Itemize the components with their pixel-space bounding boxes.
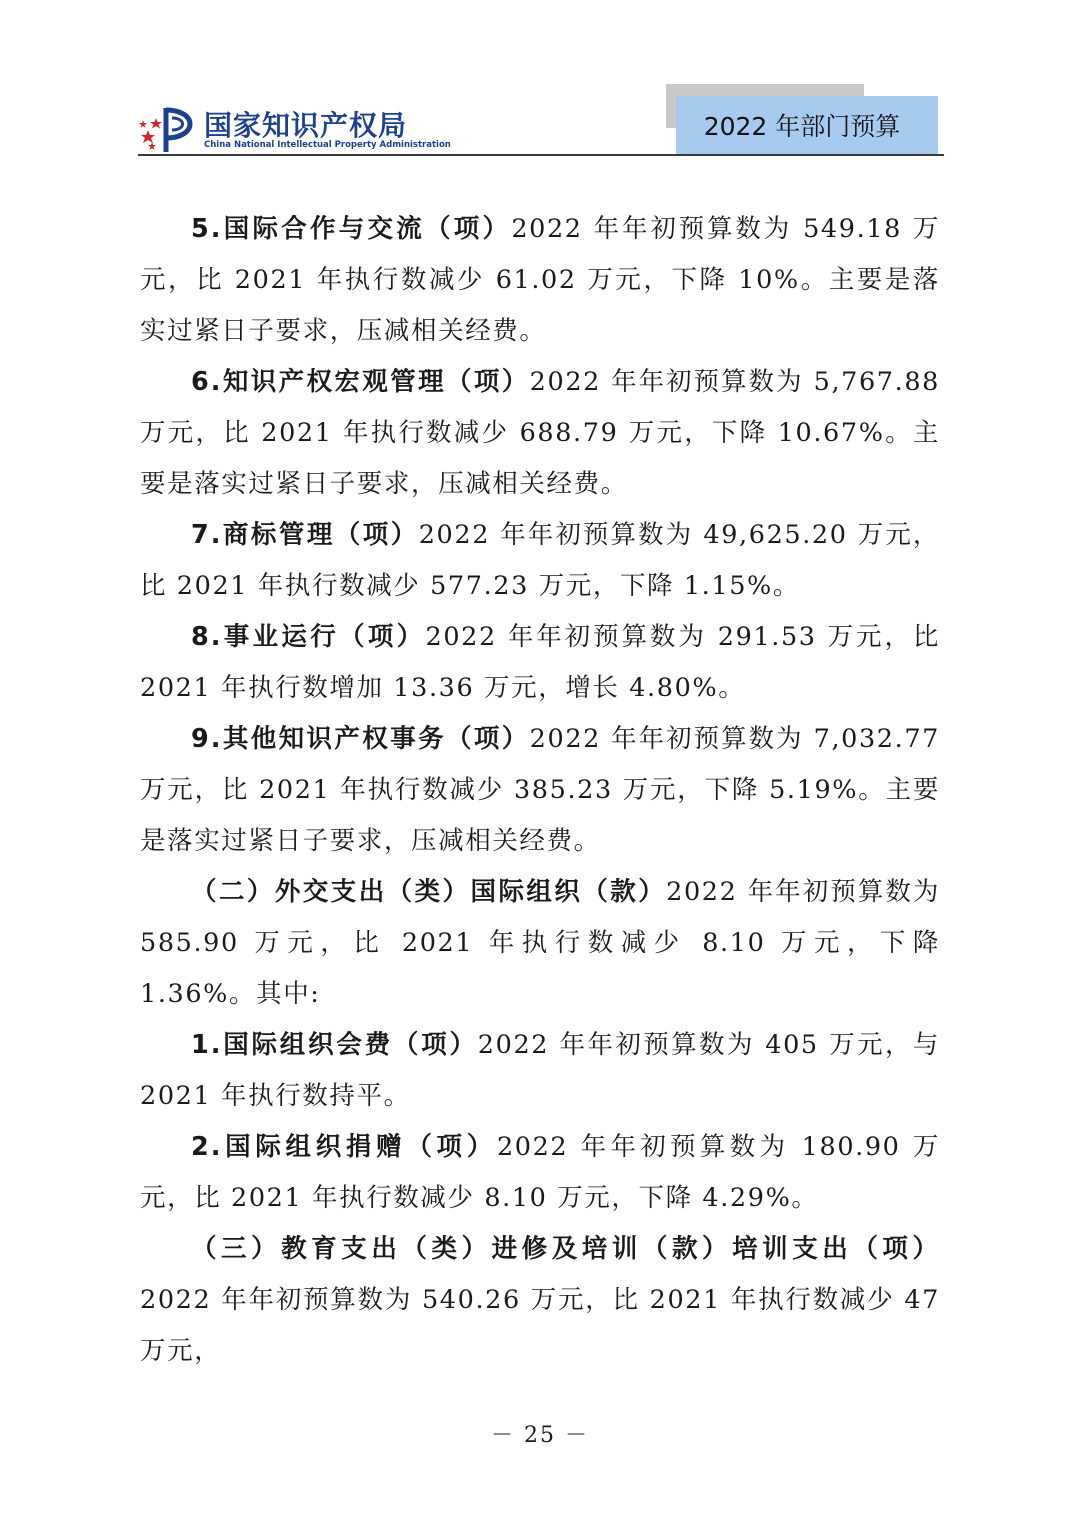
paragraph-text: 2022 年年初预算数为 549.18 万元，比 2021 年执行数减少 61.02 万元，下降 10%。主要是落实过紧日子要求，压减相关经费。 — [140, 214, 940, 346]
org-name-en: China National Intellectual Property Administration — [204, 140, 451, 150]
paragraph-heading: 1.国际组织会费（项） — [191, 1030, 478, 1060]
paragraph-text: 2022 年年初预算数为 49,625.20 万元，比 2021 年执行数减少 577.23 万元，下降 1.15%。 — [140, 520, 940, 601]
paragraph — [140, 1224, 940, 1377]
paragraph — [140, 1020, 940, 1122]
paragraph-text: 2022 年年初预算数为 5,767.88 万元，比 2021 年执行数减少 688.79 万元，下降 10.67%。主要是落实过紧日子要求，压减相关经费。 — [140, 367, 940, 499]
paragraph-heading: 8.事业运行（项） — [191, 622, 426, 652]
paragraph-text: 2022 年年初预算数为 180.90 万元，比 2021 年执行数减少 8.10 万元，下降 4.29%。 — [140, 1132, 940, 1213]
paragraph-heading: 9.其他知识产权事务（项） — [191, 724, 530, 754]
paragraph — [140, 867, 940, 1020]
paragraph-heading: （二）外交支出（类）国际组织（款） — [191, 877, 667, 907]
document-body — [140, 204, 940, 1377]
paragraph — [140, 204, 940, 357]
paragraph — [140, 357, 940, 510]
paragraph-text: 2022 年年初预算数为 540.26 万元，比 2021 年执行数减少 47 万元， — [140, 1285, 940, 1366]
paragraph-heading: （三）教育支出（类）进修及培训（款）培训支出（项） — [191, 1234, 940, 1264]
paragraph-text: 2022 年年初预算数为 405 万元，与 2021 年执行数持平。 — [140, 1030, 940, 1111]
paragraph — [140, 510, 940, 612]
doc-title-tab — [676, 96, 938, 154]
paragraph — [140, 714, 940, 867]
org-name-cn: 国家知识产权局 — [204, 109, 408, 142]
doc-title: 2022 年部门预算 — [703, 112, 901, 141]
paragraph — [140, 1122, 940, 1224]
paragraph — [140, 612, 940, 714]
page-number: － 25 － — [491, 1423, 589, 1448]
paragraph-text: 2022 年年初预算数为 7,032.77 万元，比 2021 年执行数减少 385.23 万元，下降 5.19%。主要是落实过紧日子要求，压减相关经费。 — [140, 724, 940, 856]
paragraph-heading: 6.知识产权宏观管理（项） — [191, 367, 530, 397]
page-header — [138, 84, 944, 156]
paragraph-heading: 2.国际组织捐赠（项） — [191, 1132, 497, 1162]
paragraph-text: 2022 年年初预算数为 291.53 万元，比 2021 年执行数增加 13.36 万元，增长 4.80%。 — [140, 622, 940, 703]
paragraph-heading: 5.国际合作与交流（项） — [191, 214, 512, 244]
cnipa-logo-icon — [138, 104, 198, 154]
paragraph-text: 2022 年年初预算数为 585.90 万元，比 2021 年执行数减少 8.10 万元，下降 1.36%。其中: — [140, 877, 940, 1009]
header-divider — [138, 154, 944, 156]
paragraph-heading: 7.商标管理（项） — [191, 520, 419, 550]
